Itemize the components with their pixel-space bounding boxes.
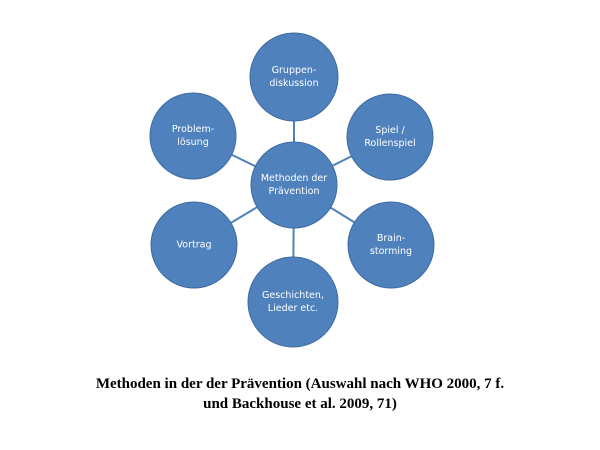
node-vortrag-label: Vortrag: [176, 239, 212, 251]
node-geschichten-label: Geschichten, Lieder etc.: [262, 290, 324, 314]
caption-line-1: Methoden in der der Prävention (Auswahl nach WHO 2000, 7 f.: [95, 376, 505, 392]
node-problemloesung-label: Problem- lösung: [171, 124, 215, 148]
edge-brainstorming: [331, 208, 355, 223]
edge-problemloesung: [232, 155, 256, 166]
node-rollenspiel-label: Spiel / Rollenspiel: [364, 125, 416, 149]
edge-rollenspiel: [332, 156, 351, 166]
node-brainstorming-label: Brain- storming: [369, 233, 413, 257]
center-node-label: Methoden der Prävention: [260, 173, 328, 197]
node-gruppendiskussion-label: Gruppen- diskussion: [269, 65, 319, 89]
edge-vortrag: [231, 207, 257, 223]
figure-caption: [0, 374, 600, 414]
caption-line-2: und Backhouse et al. 2009, 71): [203, 396, 397, 412]
